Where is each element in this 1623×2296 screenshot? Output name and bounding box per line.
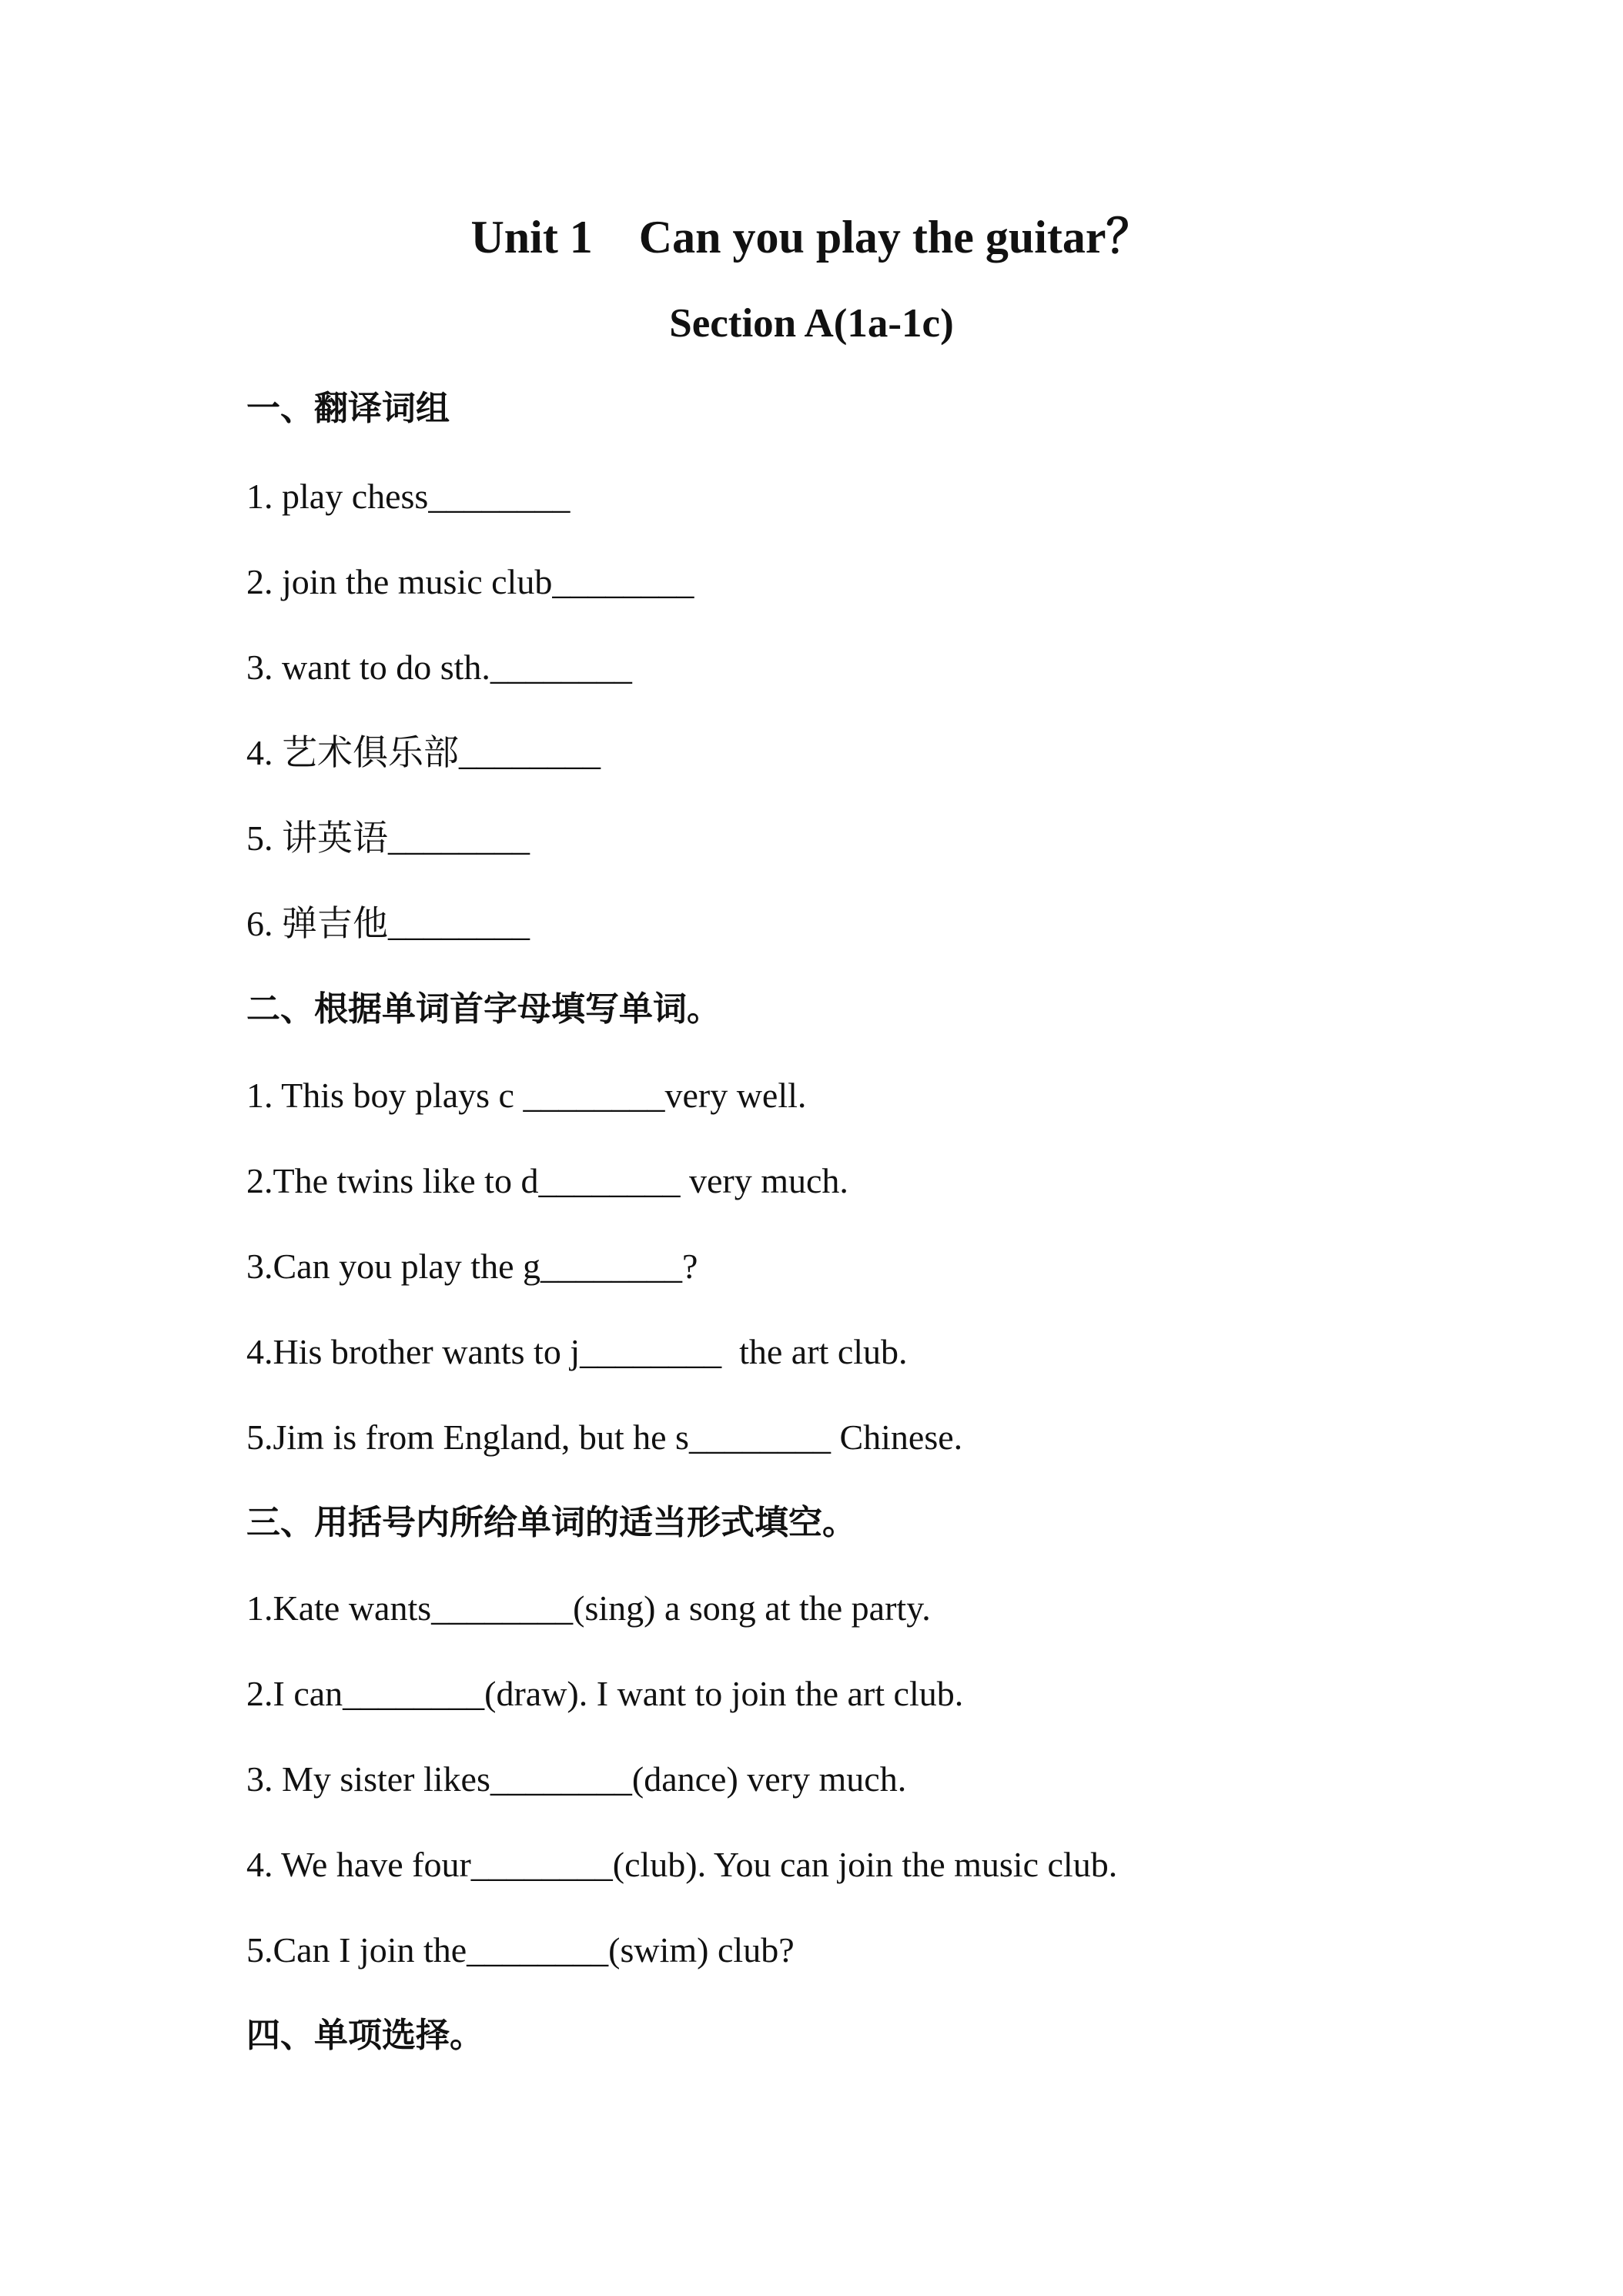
section-subtitle: Section A(1a-1c): [669, 301, 954, 346]
unit-title: Unit 1 Can you play the guitar？: [470, 212, 1153, 263]
section-2-item-1: 1. This boy plays c ________very well.: [246, 1076, 807, 1115]
section-2-item-5: 5.Jim is from England, but he s________ Chinese.: [246, 1417, 963, 1457]
section-3-item-3: 3. My sister likes________(dance) very much.: [246, 1759, 907, 1799]
section-2-item-4: 4.His brother wants to j________ the art club.: [246, 1332, 908, 1371]
section-3-heading: 三、用括号内所给单词的适当形式填空。: [246, 1503, 856, 1542]
section-1-item-2: 2. join the music club________: [246, 562, 694, 601]
section-1-item-6: 6. 弹吉他________: [246, 904, 530, 943]
section-4-heading: 四、单项选择。: [246, 2016, 484, 2055]
section-1-item-3: 3. want to do sth.________: [246, 648, 632, 687]
section-2-heading: 二、根据单词首字母填写单词。: [246, 989, 721, 1029]
section-3-item-4: 4. We have four________(club). You can join the music club.: [246, 1845, 1118, 1884]
section-1-item-4: 4. 艺术俱乐部________: [246, 733, 601, 772]
section-2-item-2: 2.The twins like to d________ very much.: [246, 1161, 848, 1200]
section-3-item-1: 1.Kate wants________(sing) a song at the party.: [246, 1588, 931, 1628]
section-1-item-5: 5. 讲英语________: [246, 818, 530, 858]
section-1-heading: 一、翻译词组: [246, 389, 450, 428]
section-1-item-1: 1. play chess________: [246, 477, 571, 516]
section-3-item-5: 5.Can I join the________(swim) club?: [246, 1930, 795, 1970]
section-3-item-2: 2.I can________(draw). I want to join the art club.: [246, 1674, 964, 1713]
section-2-item-3: 3.Can you play the g________?: [246, 1247, 698, 1286]
